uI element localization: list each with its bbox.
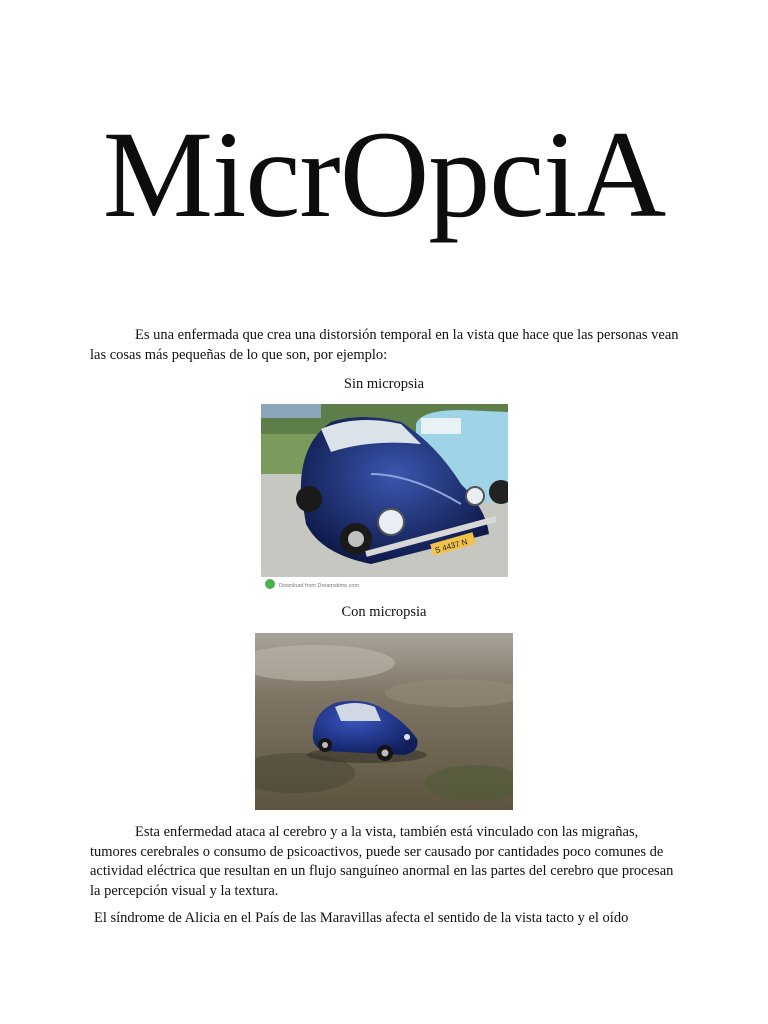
body-paragraph: Esta enfermedad ataca al cerebro y a la vista, también está vinculado con las migrañas, tumores cerebrales o consumo de psicoactivos, puede ser causado por cantidades poco comunes de actividad eléctrica que resultan en un flujo sanguíneo anormal en las partes del cerebro que procesan la percepción visual y la textura.	[90, 824, 674, 899]
caption-without-micropsia: Sin micropsia	[343, 376, 425, 392]
car-photo-normal	[261, 404, 508, 592]
watermark-text: Download from Dreamstime.com	[279, 583, 360, 589]
license-plate-text: S 4437 N	[433, 537, 469, 556]
document-title: MicrOpciA	[102, 106, 666, 243]
caption-with-micropsia: Con micropsia	[341, 604, 427, 620]
car-photo-micropsia	[255, 633, 513, 810]
intro-paragraph: Es una enfermada que crea una distorsión temporal en la vista que hace que las personas vean las cosas más pequeñas de lo que son, por ejemplo:	[90, 327, 679, 363]
closing-paragraph: El síndrome de Alicia en el País de las Maravillas afecta el sentido de la vista tacto y el oído	[94, 910, 629, 926]
